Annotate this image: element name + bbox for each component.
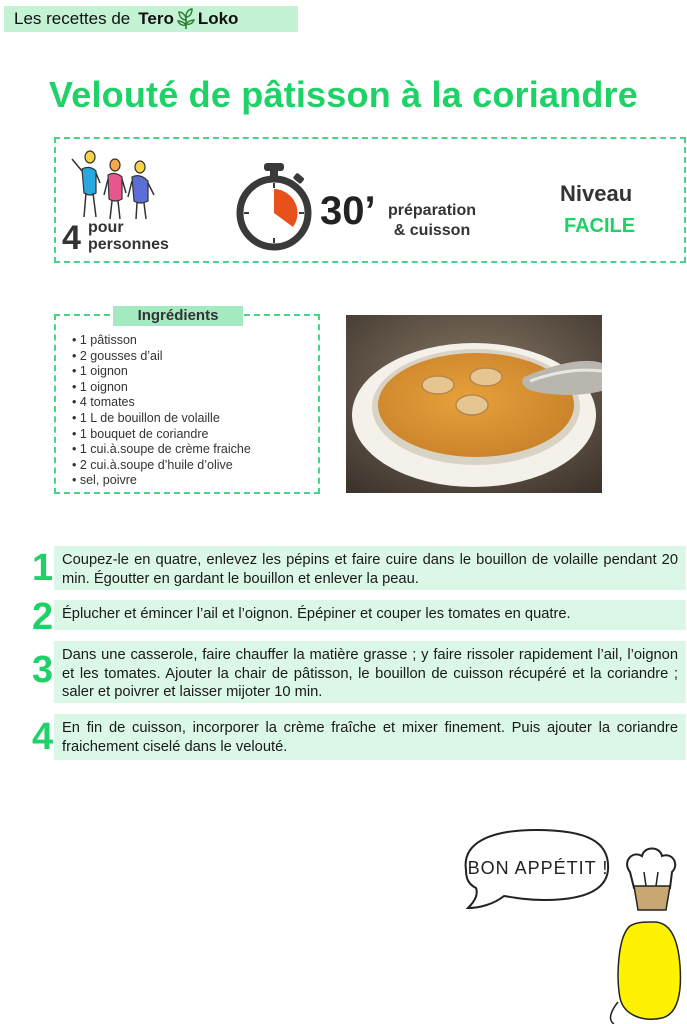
step-number: 2 [32,596,54,638]
time-label [388,201,476,241]
soup-photo [346,315,602,493]
ingredient-item: • 1 cui.à.soupe de crème fraiche [72,442,251,458]
level-label: Niveau [560,181,633,206]
step-number: 3 [32,649,54,691]
chef-mascot-icon [458,826,687,1024]
brand-banner [4,6,298,32]
ingredient-item: • 4 tomates [72,395,251,411]
ingredient-item: • 2 gousses d’ail [72,349,251,365]
ingredients-list [72,333,251,489]
stopwatch-icon [234,161,314,251]
bubble-text: BON APPÉTIT ! [467,858,609,878]
ingredients-heading: Ingrédients [113,306,243,326]
brand-word-tero: Tero [138,9,174,28]
brand-prefix: Les recettes de [14,9,131,28]
brand-word-loko: Loko [197,9,239,28]
persons-number: 4 [62,219,81,257]
page-title: Velouté de pâtisson à la coriandre [49,74,638,115]
step-text: Éplucher et émincer l’ail et l’oignon. Épépiner et couper les tomates en quatre. [54,600,686,630]
ingredient-item: • 1 bouquet de coriandre [72,427,251,443]
persons-label-line2: personnes [88,236,169,253]
ingredient-item: • 1 oignon [72,364,251,380]
ingredient-item: • 1 oignon [72,380,251,396]
time-label-line1: préparation [388,202,477,219]
leaf-icon [176,8,196,30]
step-text: En fin de cuisson, incorporer la crème fraîche et mixer finement. Puis ajouter la coriandre fraichement ciselé dans le velouté. [54,714,686,760]
step-text: Dans une casserole, faire chauffer la matière grasse ; y faire rissoler rapidement l’ail, l’oignon et les tomates. Ajouter la chair de pâtisson, le bouillon de cuisson récupéré et la coriandre ; saler et poivrer et laisser mijoter 10 min. [54,641,686,703]
people-icon [68,147,158,221]
level-value: FACILE [564,215,636,237]
persons-label-line1: pour [88,219,124,236]
recipe-info-box [54,137,686,263]
ingredient-item: • 1 L de bouillon de volaille [72,411,251,427]
step-text: Coupez-le en quatre, enlevez les pépins et faire cuire dans le bouillon de volaille pendant 20 min. Égoutter en gardant le bouillon et enlever la peau. [54,546,686,590]
ingredient-item: • sel, poivre [72,473,251,489]
step-number: 4 [32,716,54,758]
ingredient-item: • 1 pâtisson [72,333,251,349]
time-value: 30’ [320,189,376,233]
persons-label [88,219,169,253]
time-label-line2: & cuisson [393,222,471,239]
ingredient-item: • 2 cui.à.soupe d’huile d’olive [72,458,251,474]
step-number: 1 [32,547,54,589]
